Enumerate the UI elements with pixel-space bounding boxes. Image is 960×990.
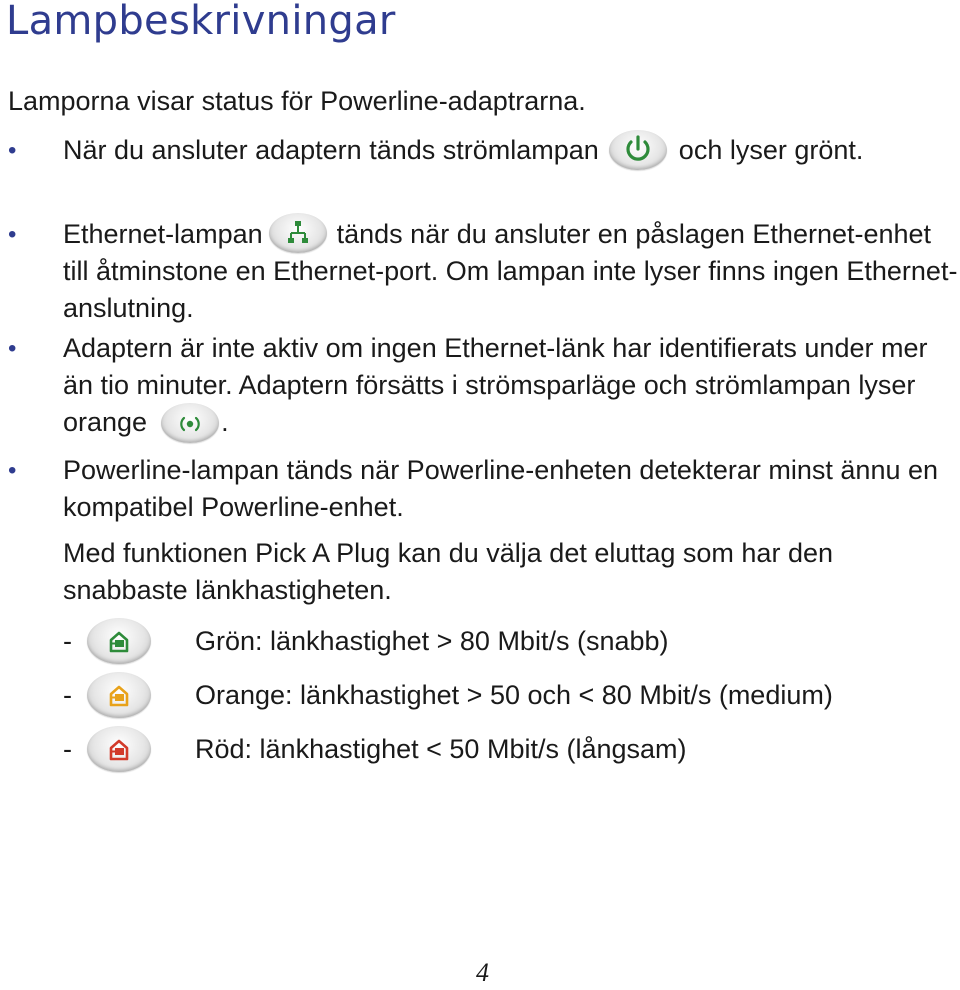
bullet-power-save <box>8 330 958 443</box>
speed-label: Orange: länkhastighet > 50 och < 80 Mbit/s (medium) <box>195 679 833 710</box>
page-number: 4 <box>476 958 489 987</box>
bullet-ethernet-led <box>8 216 958 327</box>
bullet-dot: • <box>8 335 17 362</box>
bullet-powerline-led <box>8 452 958 526</box>
page-title: Lampbeskrivningar <box>6 0 396 44</box>
speed-label: Röd: länkhastighet < 50 Mbit/s (långsam) <box>195 733 687 764</box>
pick-a-plug-text: Med funktionen Pick A Plug kan du välja det eluttag som har den snabbaste länkhastigheten. <box>63 538 833 605</box>
speed-dash: - <box>63 733 72 764</box>
bullet-power-led <box>8 132 958 170</box>
intro-text: Lamporna visar status för Powerline-adaptrarna. <box>8 86 586 116</box>
bullet-dot: • <box>8 137 17 164</box>
speed-dash: - <box>63 679 72 710</box>
speed-label: Grön: länkhastighet > 80 Mbit/s (snabb) <box>195 625 669 656</box>
power-save-led-icon <box>161 403 219 443</box>
bullet-text-after: tänds när du ansluter en påslagen Ethernet-enhet till åtminstone en Ethernet-port. Om lampan inte lyser finns ingen Ethernet-anslutning. <box>63 219 958 323</box>
power-led-icon <box>609 130 667 170</box>
bullet-text-after: . <box>221 407 229 437</box>
bullet-text-before: Powerline-lampan tänds när Powerline-enheten detekterar minst ännu en kompatibel Powerline-enhet. <box>63 455 939 522</box>
bullet-text-before: Adaptern är inte aktiv om ingen Ethernet-länk har identifierats under mer än tio minuter. Adaptern försätts i strömsparläge och strömlampan lyser orange <box>63 333 928 437</box>
speed-row-orange <box>63 670 833 720</box>
ethernet-led-icon <box>269 213 327 253</box>
speed-dash: - <box>63 625 72 656</box>
bullet-text-after: och lyser grönt. <box>678 135 864 165</box>
speed-row-green <box>63 616 669 666</box>
bullet-text-before: När du ansluter adaptern tänds strömlampan <box>63 135 599 165</box>
powerline-orange-led-icon <box>87 672 151 718</box>
speed-row-red <box>63 724 687 774</box>
powerline-green-led-icon <box>87 618 151 664</box>
bullet-dot: • <box>8 221 17 248</box>
powerline-red-led-icon <box>87 726 151 772</box>
bullet-dot: • <box>8 457 17 484</box>
bullet-text-before: Ethernet-lampan <box>63 219 263 249</box>
